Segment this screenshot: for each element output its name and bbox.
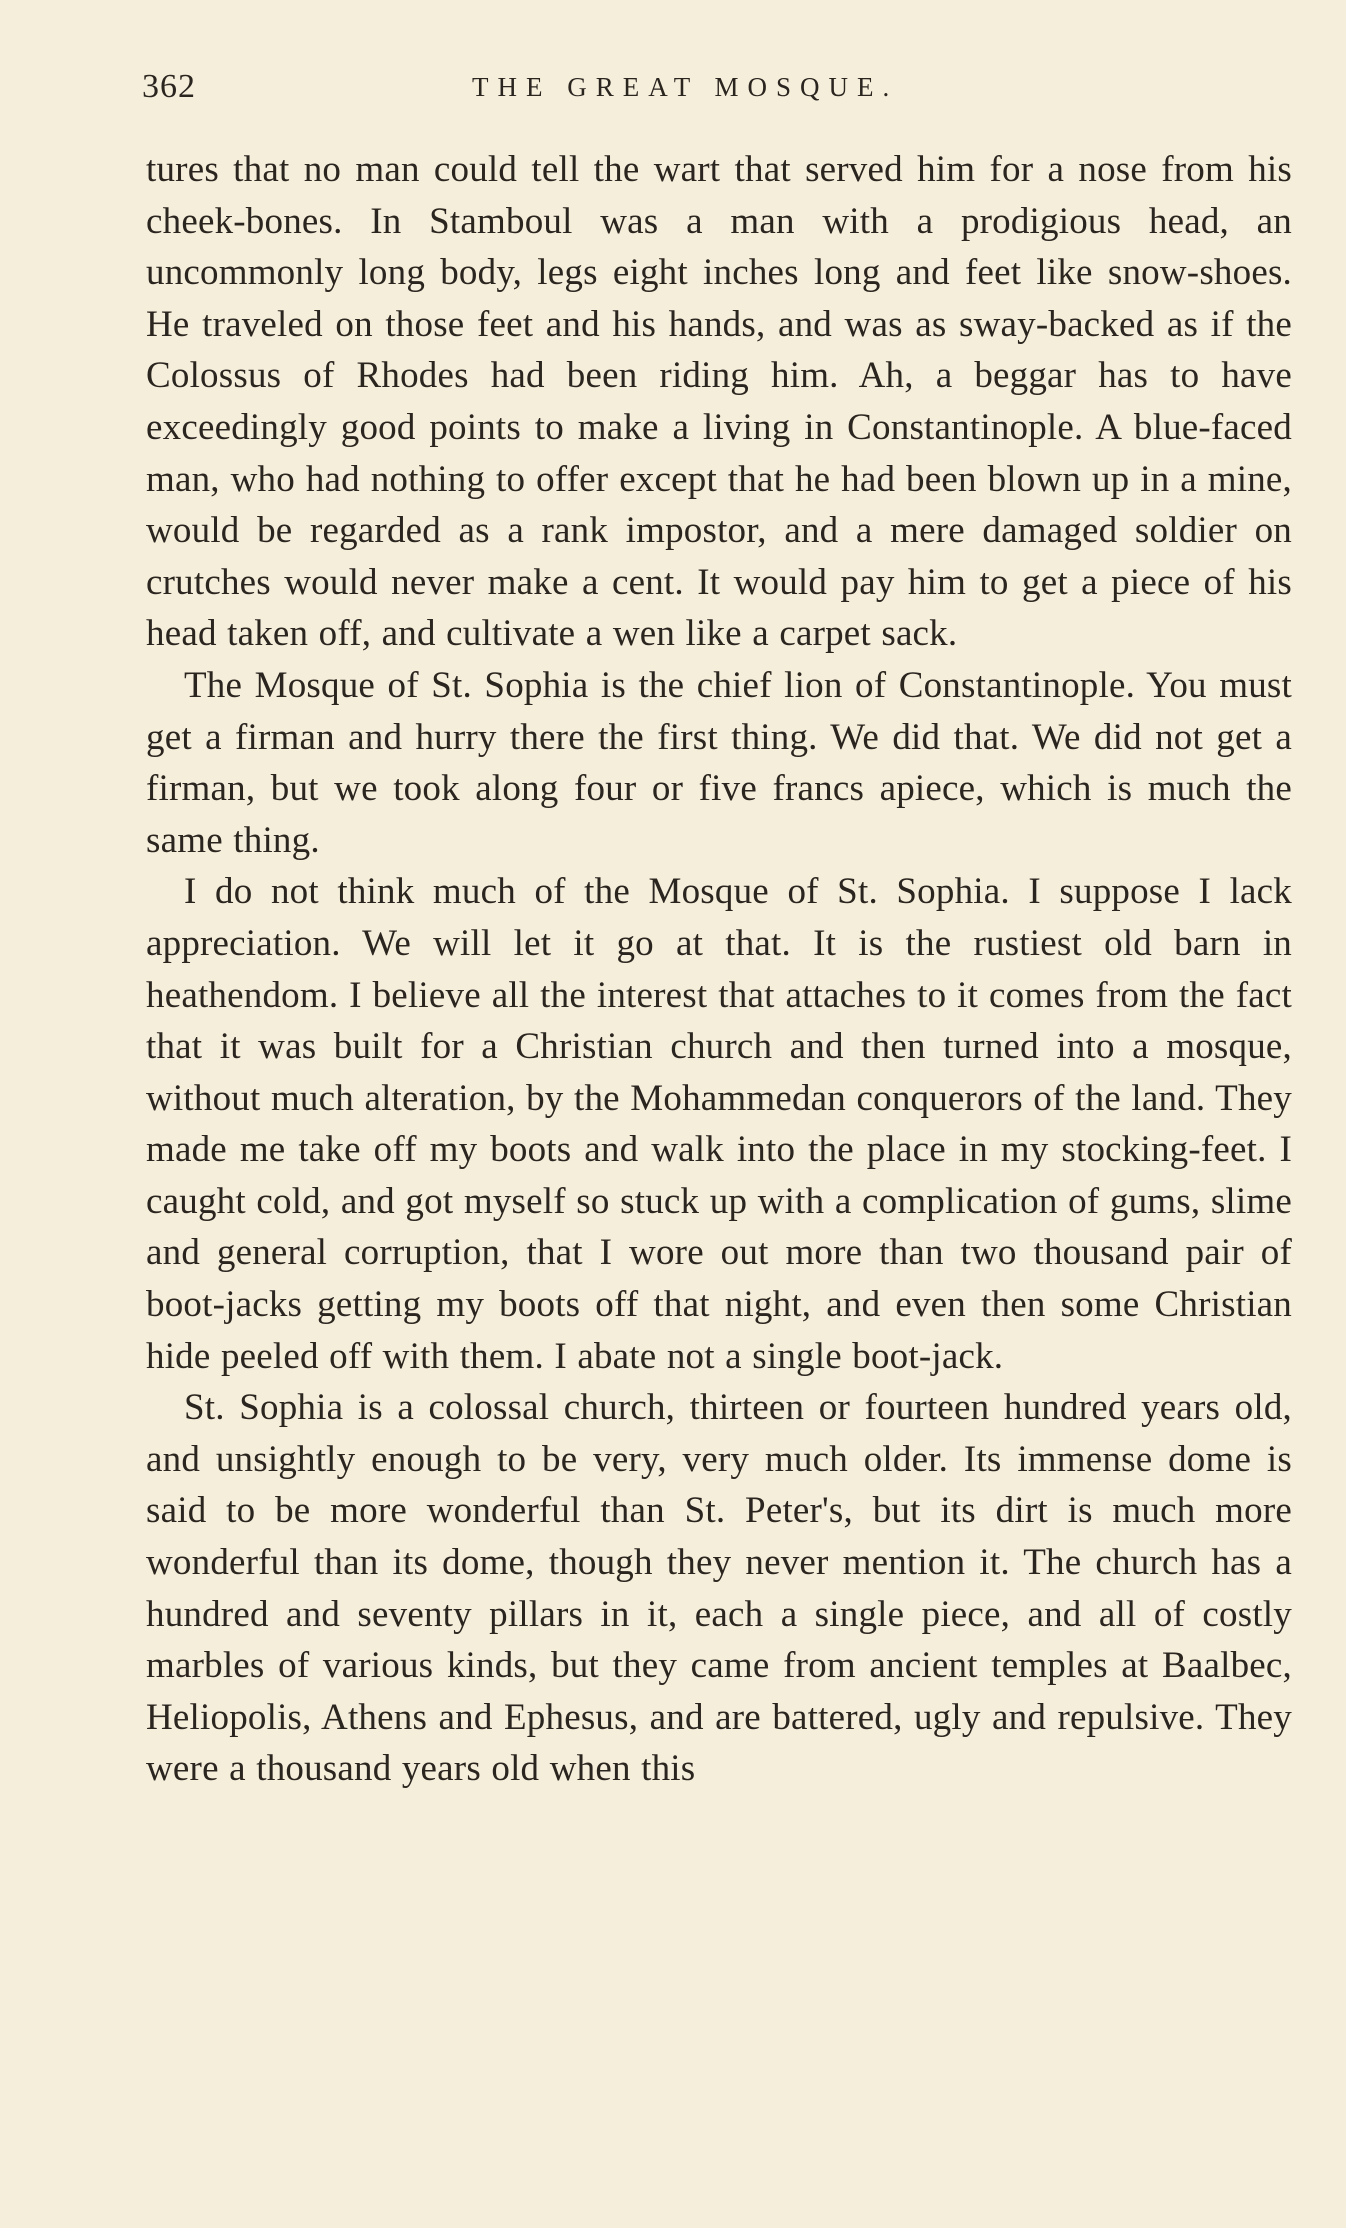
running-head: THE GREAT MOSQUE. [472, 72, 899, 102]
paragraph-mosque-intro: The Mosque of St. Sophia is the chief lion of Constantinople. You must get a firman and hurry there the first thing. We did that. We did not get a firman, but we took along four or five francs apiece, which is much the same thing. [146, 664, 1292, 861]
paragraph-continued: tures that no man could tell the wart that served him for a nose from his cheek-bones. In Stamboul was a man with a prodigious head, an uncommonly long body, legs eight inches long and feet like snow-shoes. He traveled on those feet and his hands, and was as sway-backed as if the Colossus of Rhodes had been riding him. Ah, a beggar has to have exceedingly good points to make a living in Constantinople. A blue-faced man, who had nothing to offer except that he had been blown up in a mine, would be regarded as a rank impostor, and a mere damaged soldier on crutches would never make a cent. It would pay him to get a piece of his head taken off, and cultivate a wen like a carpet sack. [146, 149, 1292, 655]
paragraph-st-sophia-description: St. Sophia is a colossal church, thirteen or fourteen hundred years old, and unsightly enough to be very, very much older. Its immense dome is said to be more wonderful than St. Peter's, but its dirt is much more wonderful than its dome, though they never mention it. The church has a hundred and seventy pillars in it, each a single piece, and all of costly marbles of various kinds, but they came from ancient temples at Baalbec, Heliopolis, Athens and Ephesus, and are battered, ugly and repulsive. They were a thousand years old when this [146, 1387, 1292, 1790]
page-number: 362 [142, 68, 196, 105]
page-header [142, 60, 1292, 120]
body-text [146, 144, 1292, 1795]
paragraph-mosque-opinion: I do not think much of the Mosque of St. Sophia. I suppose I lack appreciation. We will let it go at that. It is the rustiest old barn in heathendom. I believe all the interest that attaches to it comes from the fact that it was built for a Christian church and then turned into a mosque, without much alteration, by the Mohammedan conquerors of the land. They made me take off my boots and walk into the place in my stocking-feet. I caught cold, and got myself so stuck up with a complication of gums, slime and general corruption, that I wore out more than two thousand pair of boot-jacks getting my boots off that night, and even then some Christian hide peeled off with them. I abate not a single boot-jack. [146, 871, 1292, 1377]
